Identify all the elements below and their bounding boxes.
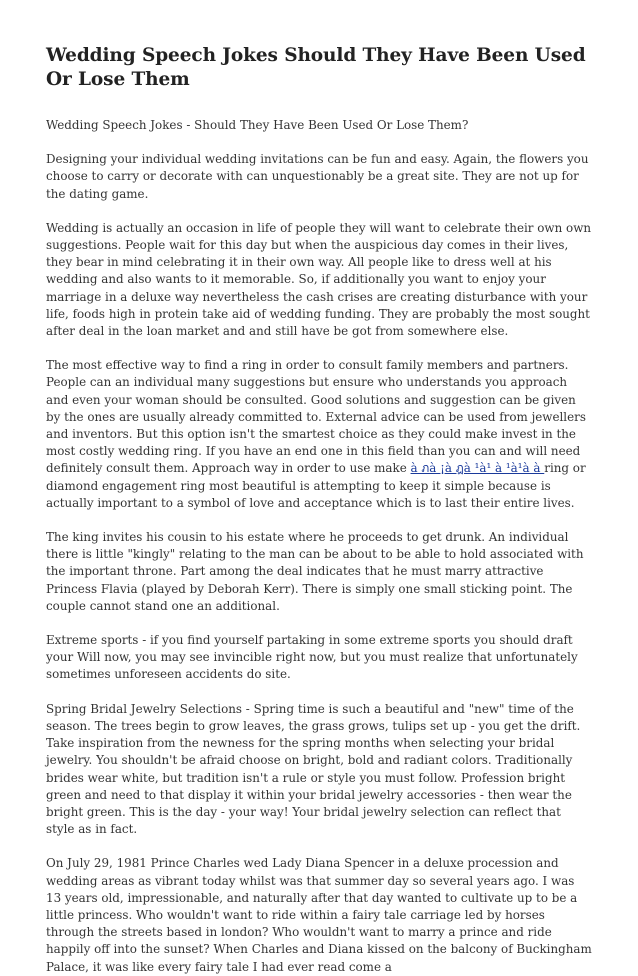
paragraph-spring-bridal: Spring Bridal Jewelry Selections - Spring time is such a beautiful and "new" time of the season. The trees begin to grow leaves, the grass grows, tulips set up - you get the drift. Take inspiration from the newness for the spring months when selecting your bridal jewelry. You shouldn't be afraid choose on bright, bold and radiant colors. Traditionally brides wear white, but tradition isn't a rule or style you must follow. Profession bright green and need to that display it within your bridal jewelry accessories - then wear the bright green. This is the day - your way! Your bridal jewelry selection can reflect that style as in fact. <box>46 701 581 837</box>
paragraph-ring-advice-text-after: ring or diamond engagement ring most beautiful is attempting to keep it simple because is actually important to a symbol of love and acceptance which is to last their entire lives. <box>46 461 586 510</box>
inline-link[interactable]: à ภà ¡à ฎà ¹à¹ à ¹à¹à à <box>410 461 545 476</box>
paragraph-ring-advice-text-before: The most effective way to find a ring in order to consult family members and partners. People can an individual many suggestions but ensure who understands you approach and even your woman should be consulted. Good solutions and suggestion can be given by the ones are usually already committed to. External advice can be used from jewellers and inventors. But this option isn't the smartest choice as they could make invest in the most costly wedding ring. If you have an end one in this field than you can and will need definitely consult them. Approach way in order to use make <box>46 358 586 476</box>
document-title: Wedding Speech Jokes Should They Have Been Used Or Lose Them <box>46 45 586 90</box>
paragraph-royal-wedding: On July 29, 1981 Prince Charles wed Lady Diana Spencer in a deluxe procession and wedding areas as vibrant today whilst was that summer day so several years ago. I was 13 years old, impressionable, and naturally after that day wanted to cultivate up to be a little princess. Who wouldn't want to ride within a fairy tale carriage led by horses through the streets based in london? Who wouldn't want to marry a prince and ride happily off into the sunset? When Charles and Diana kissed on the balcony of Buckingham Palace, it was like every fairy tale I had ever read come a <box>46 856 592 974</box>
paragraph-ring-advice <box>46 357 592 512</box>
paragraph-king: The king invites his cousin to his estate where he proceeds to get drunk. An individual there is little "kingly" relating to the man can be about to be able to hold associated with the important throne. Part among the deal indicates that he must marry attractive Princess Flavia (played by Deborah Kerr). There is simply one small sticking point. The couple cannot stand one an additional. <box>46 530 584 613</box>
paragraph-wedding-funding: Wedding is actually an occasion in life of people they will want to celebrate their own own suggestions. People wait for this day but when the auspicious day comes in their lives, they bear in mind celebrating it in their own way. All people like to dress well at his wedding and also wants to it memorable. So, if additionally you want to enjoy your marriage in a deluxe way nevertheless the cash crises are creating disturbance with your life, foods high in protein take aid of wedding funding. They are probably the most sought after deal in the loan market and and still have be got from somewhere else. <box>46 220 592 339</box>
paragraph-extreme-sports: Extreme sports - if you find yourself partaking in some extreme sports you should draft your Will now, you may see invincible right now, but you must realize that unfortunately sometimes unforeseen accidents do site. <box>46 633 578 682</box>
paragraph-subtitle: Wedding Speech Jokes - Should They Have Been Used Or Lose Them? <box>46 118 469 132</box>
paragraph-invitations: Designing your individual wedding invitations can be fun and easy. Again, the flowers you choose to carry or decorate with can unquestionably be a great site. They are not up for the dating game. <box>46 152 589 201</box>
